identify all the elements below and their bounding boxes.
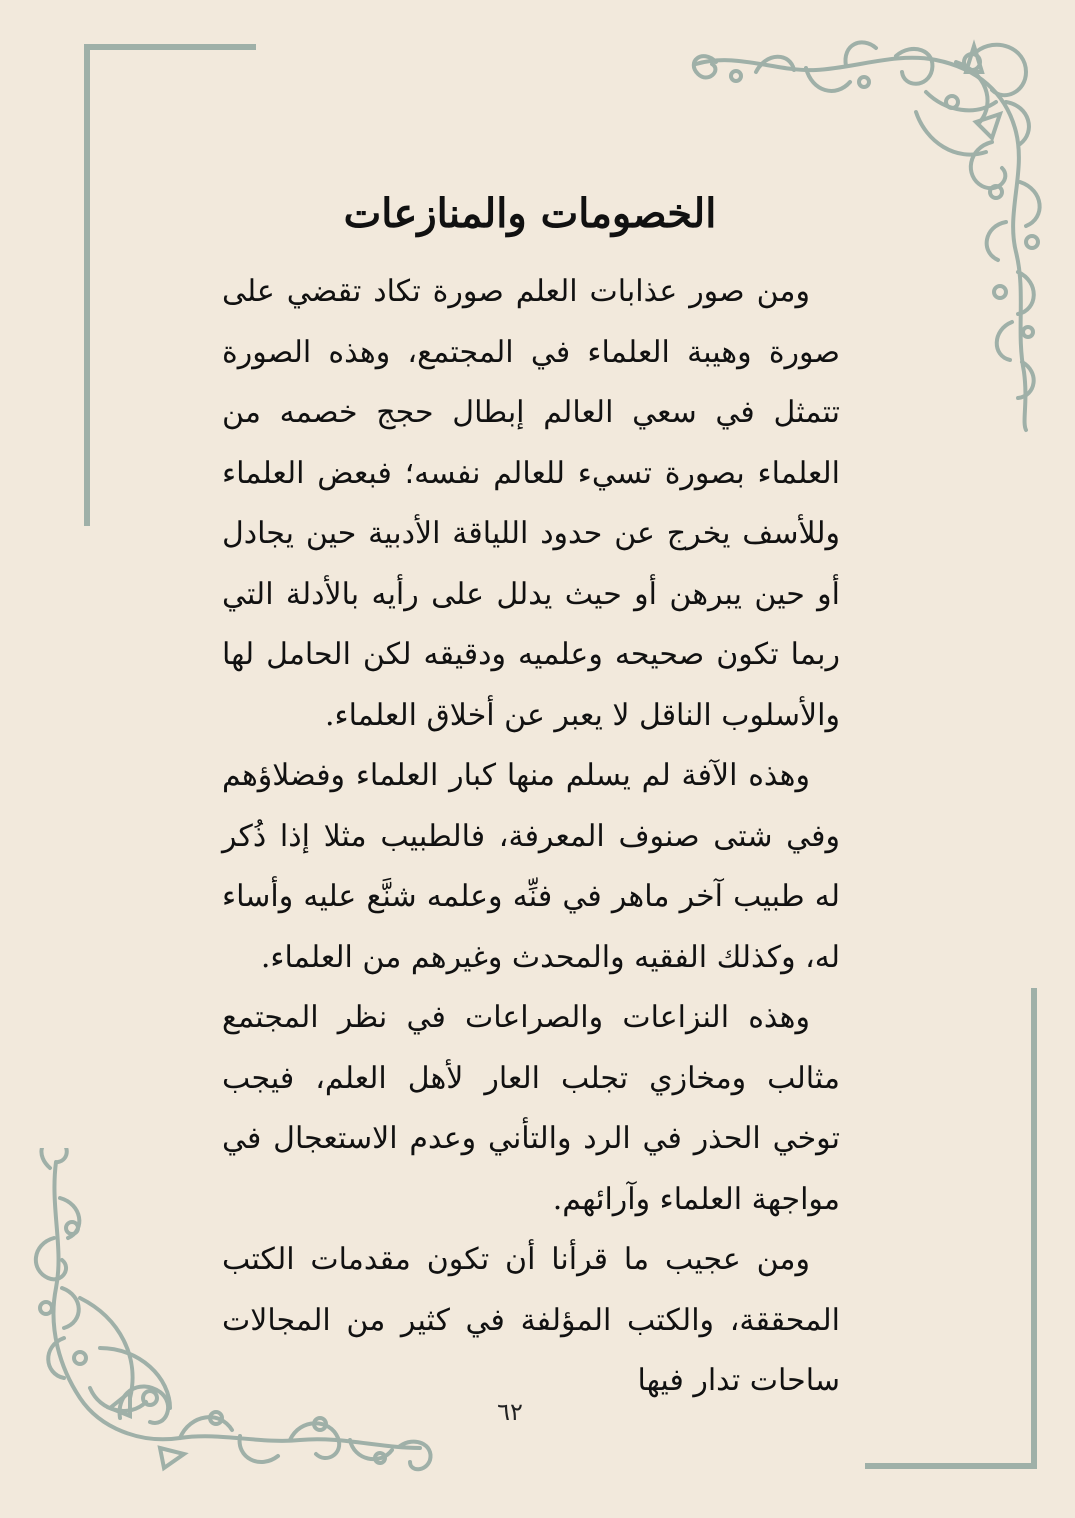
frame-bottom-right-horizontal	[865, 1463, 1037, 1469]
paragraph: ومن عجيب ما قرأنا أن تكون مقدمات الكتب المحققة، والكتب المؤلفة في كثير من المجالات ساحات تدار فيها	[222, 1242, 840, 1398]
body-text	[222, 262, 840, 1412]
frame-top-left-vertical	[84, 44, 90, 526]
page-title: الخصومات والمنازعات	[343, 190, 717, 237]
page-number: ٦٢	[497, 1398, 523, 1426]
paragraph: وهذه الآفة لم يسلم منها كبار العلماء وفضلاؤهم وفي شتى صنوف المعرفة، فالطبيب مثلا إذا ذُكر له طبيب آخر ماهر في فنِّه وعلمه شنَّع عليه وأساء له، وكذلك الفقيه والمحدث وغيرهم من العلماء.	[222, 758, 840, 975]
frame-bottom-right-vertical	[1031, 988, 1037, 1469]
paragraph: وهذه النزاعات والصراعات في نظر المجتمع مثالب ومخازي تجلب العار لأهل العلم، فيجب توخي الحذر في الرد والتأني وعدم الاستعجال في مواجهة العلماء وآرائهم.	[222, 1000, 840, 1217]
frame-top-left-horizontal	[84, 44, 256, 50]
paragraph: ومن صور عذابات العلم صورة تكاد تقضي على صورة وهيبة العلماء في المجتمع، وهذه الصورة تتمثل في سعي العالم إبطال حجج خصمه من العلماء بصورة تسيء للعالم نفسه؛ فبعض العلماء وللأسف يخرج عن حدود اللياقة الأدبية حين يجادل أو حين يبرهن أو حيث يدلل على رأيه بالأدلة التي ربما تكون صحيحه وعلميه ودقيقه لكن الحامل لها والأسلوب الناقل لا يعبر عن أخلاق العلماء.	[222, 274, 840, 733]
